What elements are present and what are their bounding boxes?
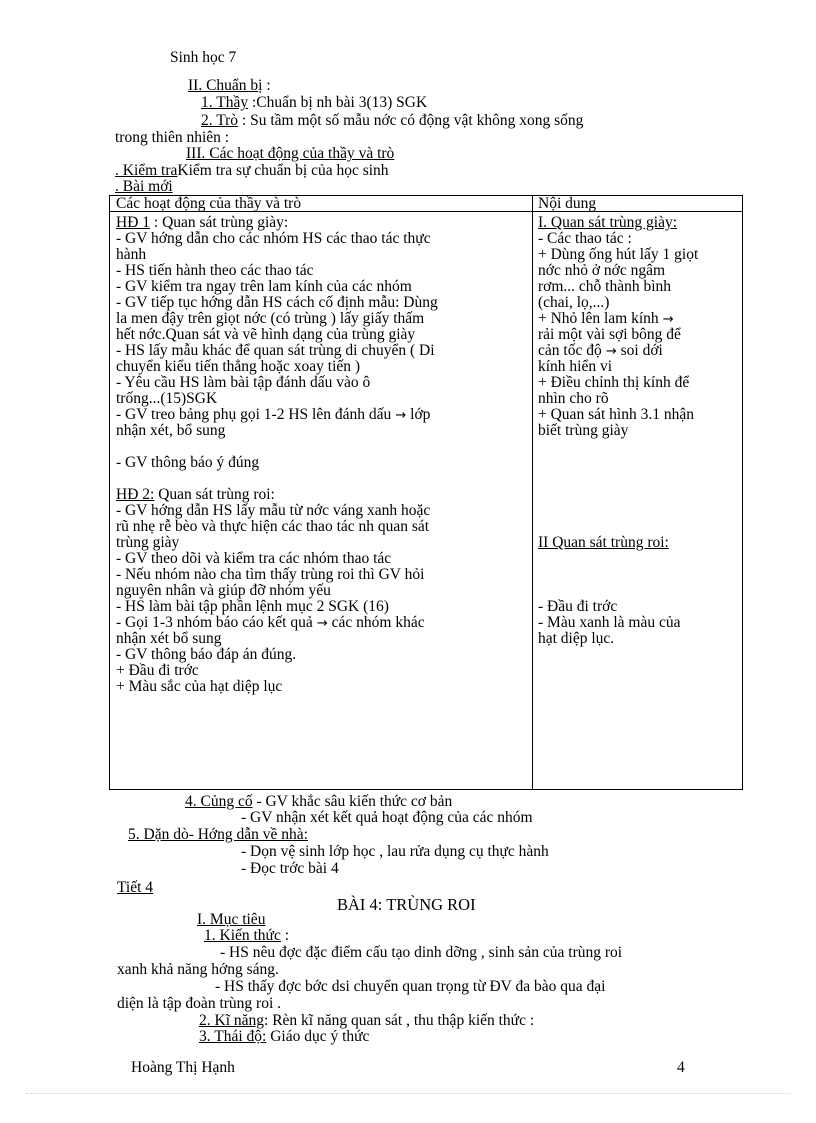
table-header-right: Nội dung [538, 195, 597, 212]
line-text: Quan sát trùng roi: [154, 486, 275, 503]
table-line [116, 327, 438, 343]
table-line [538, 295, 698, 311]
consolidation-line: 4. Củng cố - GV khắc sâu kiến thức cơ bản [185, 793, 453, 810]
line-text: - GV thông báo ý đúng [116, 454, 260, 471]
line-text: - HS tiến hành theo các thao tác [116, 262, 314, 279]
table-line [538, 503, 698, 519]
line-text: - Đầu đi trớc [538, 598, 618, 615]
table-line [116, 519, 438, 535]
right-arrow-icon: → [658, 312, 674, 327]
table-line [538, 583, 698, 599]
table-line [538, 327, 698, 343]
table-line [116, 439, 438, 455]
table-line [538, 487, 698, 503]
knowledge-heading: 1. Kiến thức : [204, 927, 290, 944]
table-line [538, 599, 698, 615]
table-column-divider [532, 196, 533, 789]
table-line [116, 279, 438, 295]
table-line [538, 407, 698, 423]
line-text: trùng giày [116, 534, 180, 551]
line-text: + Đầu đi trớc [116, 662, 199, 679]
table-line [116, 503, 438, 519]
table-line [538, 615, 698, 631]
table-line [116, 359, 438, 375]
subject-header: Sinh học 7 [170, 49, 237, 66]
table-line [116, 407, 438, 423]
table-line [538, 391, 698, 407]
line-text: - GV treo bảng phụ gọi 1-2 HS lên đánh dấu [116, 406, 392, 423]
knowledge-line-2-cont: diện là tập đoàn trùng roi . [117, 995, 281, 1012]
section-label: II Quan sát trùng roi: [538, 534, 669, 551]
line-text: - Các thao tác : [538, 230, 632, 247]
table-line [538, 551, 698, 567]
line-text: + Màu sắc của hạt diệp lục [116, 678, 283, 695]
section-label: HĐ 2: [116, 486, 155, 503]
prep-teacher: 1. Thầy :Chuẩn bị nh bài 3(13) SGK [201, 94, 428, 111]
check-line: . Kiểm traKiểm tra sự chuẩn bị của học sinh [115, 162, 389, 179]
right-arrow-icon: → [601, 344, 617, 359]
table-line [116, 599, 438, 615]
table-line [538, 519, 698, 535]
homework-heading: 5. Dặn dò- Hớng dẫn về nhà: [128, 826, 308, 843]
table-line [116, 423, 438, 439]
table-left-column [116, 215, 438, 695]
line-text: + Điều chỉnh thị kính để [538, 374, 690, 391]
table-line [116, 487, 438, 503]
line-text: nguyên nhân và giúp đỡ nhóm yếu [116, 582, 331, 599]
line-text: - GV kiểm tra ngay trên lam kính của các nhóm [116, 278, 412, 295]
table-line [538, 215, 698, 231]
line-text: - GV theo dõi và kiểm tra các nhóm thao tác [116, 550, 392, 567]
line-text: cản tốc độ [538, 342, 602, 359]
table-line [116, 647, 438, 663]
table-line [116, 343, 438, 359]
line-text: - GV hớng dẫn cho các nhóm HS các thao tác thực [116, 230, 431, 247]
table-line [116, 583, 438, 599]
table-line [538, 471, 698, 487]
consolidation-line-2: - GV nhận xét kết quả hoạt động của các nhóm [241, 809, 533, 826]
line-text: nhìn cho rõ [538, 390, 609, 407]
line-text: - GV tiếp tục hớng dẫn HS cách cố định mẫu: Dùng [116, 294, 438, 311]
line-text: rũ nhẹ rễ bèo và thực hiện các thao tác nh quan sát [116, 518, 430, 535]
line-text-after: các nhóm khác [327, 614, 425, 631]
table-line [538, 423, 698, 439]
line-text: chuyển kiểu tiến thẳng hoặc xoay tiến ) [116, 358, 361, 375]
table-line [538, 279, 698, 295]
table-line [116, 567, 438, 583]
table-line [116, 471, 438, 487]
table-line [538, 631, 698, 647]
footer-author: Hoàng Thị Hạnh [131, 1059, 235, 1076]
line-text: rơm... chỗ thành bình [538, 278, 672, 295]
table-line [116, 247, 438, 263]
homework-line-1: - Dọn vệ sinh lớp học , lau rửa dụng cụ thực hành [241, 843, 549, 860]
line-text: hết nớc.Quan sát và vẽ hình dạng của trùng giày [116, 326, 416, 343]
table-right-column [538, 215, 698, 647]
table-line [538, 439, 698, 455]
table-line [538, 359, 698, 375]
line-text: kính hiển vi [538, 358, 613, 375]
table-line [116, 615, 438, 631]
section-label: HĐ 1 [116, 214, 151, 231]
skills-line: 2. Kĩ năng: Rèn kĩ năng quan sát , thu thập kiến thức : [199, 1012, 535, 1029]
table-line [116, 391, 438, 407]
line-text: : Quan sát trùng giày: [150, 214, 289, 231]
line-text: - HS làm bài tập phần lệnh mục 2 SGK (16) [116, 598, 389, 615]
table-line [538, 311, 698, 327]
line-text: nớc nhỏ ở nớc ngâm [538, 262, 666, 279]
line-text: hành [116, 246, 147, 263]
line-text: - GV thông báo đáp án đúng. [116, 646, 297, 663]
period-label: Tiết 4 [117, 879, 154, 896]
line-text: - Yêu cầu HS làm bài tập đánh dấu vào ô [116, 374, 371, 391]
line-text: + Quan sát hình 3.1 nhận [538, 406, 694, 423]
attitude-line: 3. Thái độ: Giáo dục ý thức [199, 1028, 370, 1045]
table-line [538, 343, 698, 359]
activities-table [109, 195, 743, 790]
table-line [538, 567, 698, 583]
table-line [116, 375, 438, 391]
line-text: - Màu xanh là màu của [538, 614, 681, 631]
table-line [116, 295, 438, 311]
table-line [116, 455, 438, 471]
page-bottom-divider [26, 1093, 790, 1094]
line-text: - Nếu nhóm nào cha tìm thấy trùng roi thì GV hỏi [116, 566, 425, 583]
table-line [538, 231, 698, 247]
knowledge-line-1-cont: xanh khả năng hớng sáng. [117, 961, 279, 978]
line-text: - Gọi 1-3 nhóm báo cáo kết quả [116, 614, 313, 631]
table-line [116, 535, 438, 551]
table-line [538, 247, 698, 263]
line-text: nhận xét bổ sung [116, 630, 222, 647]
objectives-heading: I. Mục tiêu [197, 911, 266, 928]
line-text-after: lớp [406, 406, 431, 423]
line-text: hạt diệp lục. [538, 630, 615, 647]
new-lesson-label: . Bài mới [115, 178, 173, 195]
knowledge-line-1: - HS nêu đợc đặc điểm cấu tạo dinh dỡng , sinh sản của trùng roi [220, 944, 623, 961]
table-line [538, 263, 698, 279]
line-text: - HS lấy mẫu khác để quan sát trùng di chuyển ( Di [116, 342, 435, 359]
table-line [538, 455, 698, 471]
lesson-title: BÀI 4: TRÙNG ROI [337, 895, 476, 914]
homework-line-2: - Đọc trớc bài 4 [241, 860, 339, 877]
table-line [116, 551, 438, 567]
activities-heading: III. Các hoạt động của thầy và trò [186, 145, 395, 162]
line-text: la men đậy trên giọt nớc (có trùng ) lấy giấy thấm [116, 310, 425, 327]
line-text: - GV hớng dẫn HS lấy mẫu từ nớc váng xanh hoặc [116, 502, 431, 519]
line-text: + Dùng ống hút lấy 1 giọt [538, 246, 699, 263]
table-line [116, 631, 438, 647]
table-line [116, 311, 438, 327]
table-line [116, 263, 438, 279]
table-line [116, 663, 438, 679]
line-text: (chai, lọ,...) [538, 294, 610, 311]
line-text: nhận xét, bổ sung [116, 422, 226, 439]
line-text: biết trùng giày [538, 422, 629, 439]
line-text: trống...(15)SGK [116, 390, 218, 407]
table-line [538, 535, 698, 551]
table-line [116, 679, 438, 695]
line-text: rải một vài sợi bông để [538, 326, 681, 343]
table-header-left: Các hoạt động của thầy và trò [116, 195, 302, 212]
table-line [116, 231, 438, 247]
table-line [116, 215, 438, 231]
right-arrow-icon: → [391, 408, 407, 423]
right-arrow-icon: → [312, 616, 328, 631]
prep-student: 2. Trò : Su tầm một số mẫu nớc có động vật không xong sống [201, 112, 584, 129]
table-line [538, 375, 698, 391]
knowledge-line-2: - HS thấy đợc bớc dsi chuyển quan trọng từ ĐV đa bào qua đại [215, 978, 606, 995]
section-label: I. Quan sát trùng giày: [538, 214, 678, 231]
line-text: + Nhỏ lên lam kính [538, 310, 659, 327]
prep-student-cont: trong thiên nhiên : [115, 129, 230, 146]
line-text-after: soi dới [616, 342, 663, 359]
prep-heading: II. Chuẩn bị : [188, 77, 271, 94]
footer-page-number: 4 [677, 1059, 685, 1076]
